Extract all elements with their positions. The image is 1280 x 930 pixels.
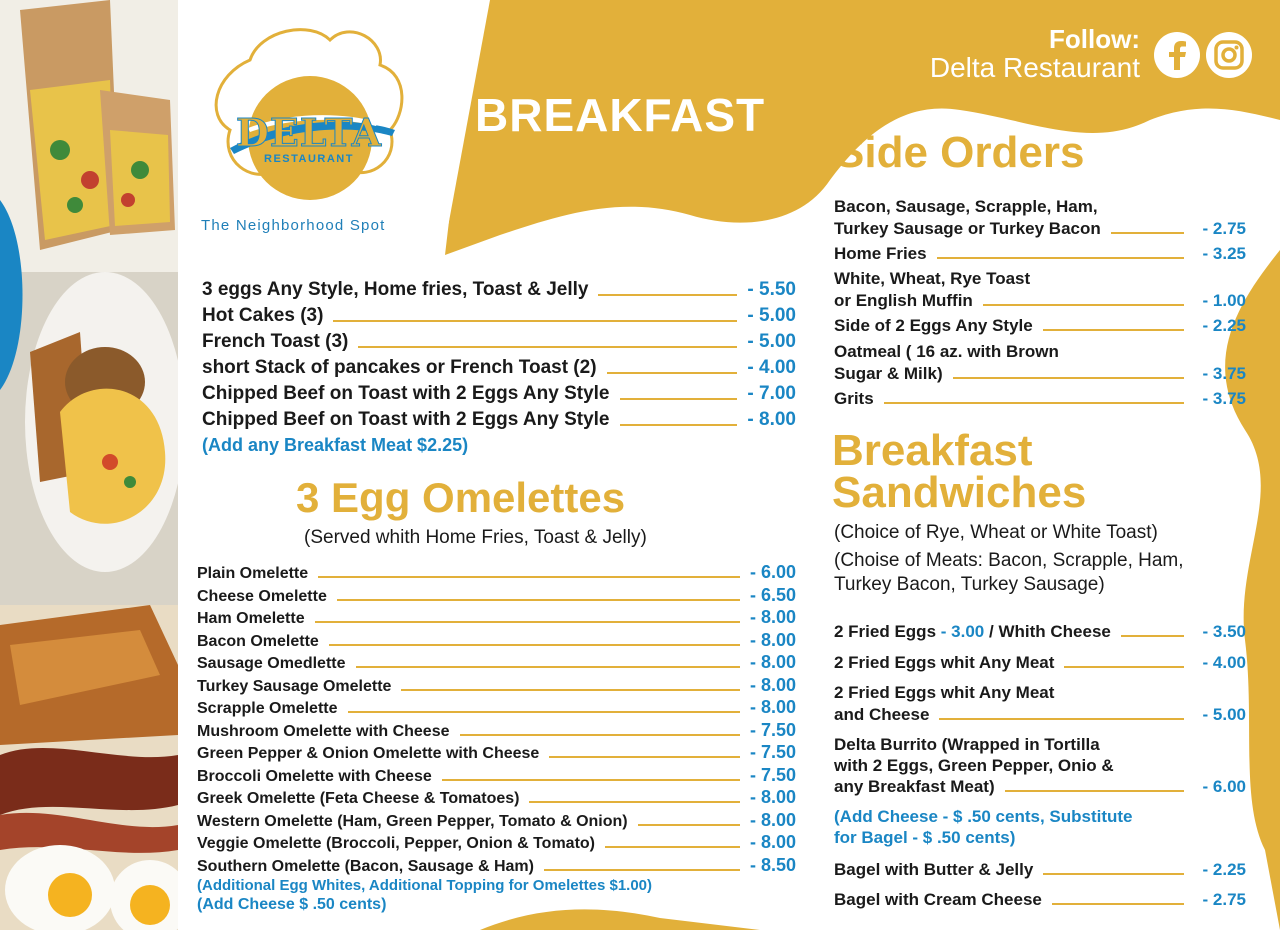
logo-main: DELTA [235, 110, 383, 155]
omelettes-title: 3 Egg Omelettes [296, 474, 626, 521]
sandwich-meat-choice: (Choise of Meats: Bacon, Scrapple, Ham, Turkey Bacon, Turkey Sausage) [834, 550, 1184, 595]
menu-item: Greek Omelette (Feta Cheese & Tomatoes) - 8.00 [197, 787, 796, 807]
sandwich-item: 2 Fried Eggs whit Any Meat and Cheese - 5.00 [834, 683, 1246, 724]
side-item: Home Fries - 3.25 [834, 244, 1246, 263]
follow-block [930, 26, 1140, 82]
menu-item: Bacon Omelette - 8.00 [197, 629, 796, 650]
menu-item: Sausage Omedlette - 8.00 [197, 652, 796, 672]
logo-text [234, 110, 384, 165]
menu-item: Turkey Sausage Omelette - 8.00 [197, 674, 796, 695]
sandwich-addon-note: (Add Cheese - $ .50 cents, Substitute for Bagel - $ .50 cents) [834, 807, 1133, 847]
menu-item: Green Pepper & Onion Omelette with Cheese - 7.50 [197, 742, 796, 762]
bagel-item: Bagel with Butter & Jelly - 2.25 [834, 860, 1246, 879]
menu-item: Western Omelette (Ham, Green Pepper, Tomato & Onion) - 8.00 [197, 809, 796, 830]
side-item: Side of 2 Eggs Any Style - 2.25 [834, 316, 1246, 335]
menu-item: Hot Cakes (3) - 5.00 [202, 305, 796, 326]
follow-name: Delta Restaurant [929, 52, 1140, 83]
side-item: Grits - 3.75 [834, 389, 1246, 408]
facebook-icon[interactable] [1154, 32, 1200, 78]
menu-item: Ham Omelette - 8.00 [197, 607, 796, 627]
blue-accent-curve [0, 200, 24, 390]
bagel-item: Bagel with Cream Cheese - 2.75 [834, 890, 1246, 909]
menu-item: Mushroom Omelette with Cheese - 7.50 [197, 719, 796, 740]
menu-item: Cheese Omelette - 6.50 [197, 584, 796, 605]
breakfast-meat-note: (Add any Breakfast Meat $2.25) [202, 435, 469, 455]
tagline: The Neighborhood Spot [201, 217, 386, 234]
breakfast-burrito-photo [0, 0, 178, 272]
sandwich-bread-choice: (Choice of Rye, Wheat or White Toast) [834, 522, 1158, 543]
omelette-plate-photo [0, 272, 178, 605]
side-item: Oatmeal ( 16 az. with Brown Sugar & Milk) - 3.75 [834, 342, 1246, 383]
menu-item: Broccoli Omelette with Cheese - 7.50 [197, 764, 796, 785]
follow-label: Follow: [1049, 24, 1140, 54]
menu-item: French Toast (3) - 5.00 [202, 331, 796, 352]
menu-item: Chipped Beef on Toast with 2 Eggs Any Style - 8.00 [202, 409, 796, 430]
menu-item: Plain Omelette - 6.00 [197, 562, 796, 582]
instagram-icon[interactable] [1206, 32, 1252, 78]
menu-item: 3 eggs Any Style, Home fries, Toast & Jelly - 5.50 [202, 279, 796, 300]
omelettes-subtitle: (Served whith Home Fries, Toast & Jelly) [304, 527, 647, 548]
side-item: White, Wheat, Rye Toast or English Muffin - 1.00 [834, 269, 1246, 310]
delta-logo [200, 20, 420, 210]
menu-item: Chipped Beef on Toast with 2 Eggs Any Style - 7.00 [202, 383, 796, 404]
menu-item: Veggie Omelette (Broccoli, Pepper, Onion & Tomato) - 8.00 [197, 832, 796, 852]
sandwich-item: Delta Burrito (Wrapped in Tortilla with 2 Eggs, Green Pepper, Onio & any Breakfast Meat) - 6.00 [834, 735, 1246, 796]
french-toast-bacon-photo [0, 605, 178, 930]
side-orders-title: Side Orders [835, 128, 1085, 177]
sandwich-item: 2 Fried Eggs whit Any Meat - 4.00 [834, 653, 1246, 672]
omelette-cheese-note: (Add Cheese $ .50 cents) [197, 896, 387, 913]
omelette-topping-note: (Additional Egg Whites, Additional Topping for Omelettes $1.00) [197, 877, 653, 894]
menu-item: Southern Omelette (Bacon, Sausage & Ham) - 8.50 [197, 854, 796, 875]
page-title: BREAKFAST [475, 89, 766, 141]
sandwich-item: 2 Fried Eggs - 3.00 / Whith Cheese - 3.50 [834, 622, 1246, 641]
logo-sub: RESTAURANT [264, 153, 354, 165]
sandwiches-title: Breakfast Sandwiches [832, 426, 1087, 517]
side-item: Bacon, Sausage, Scrapple, Ham, Turkey Sausage or Turkey Bacon - 2.75 [834, 197, 1246, 238]
menu-item: short Stack of pancakes or French Toast (2) - 4.00 [202, 357, 796, 378]
menu-item: Scrapple Omelette - 8.00 [197, 697, 796, 717]
